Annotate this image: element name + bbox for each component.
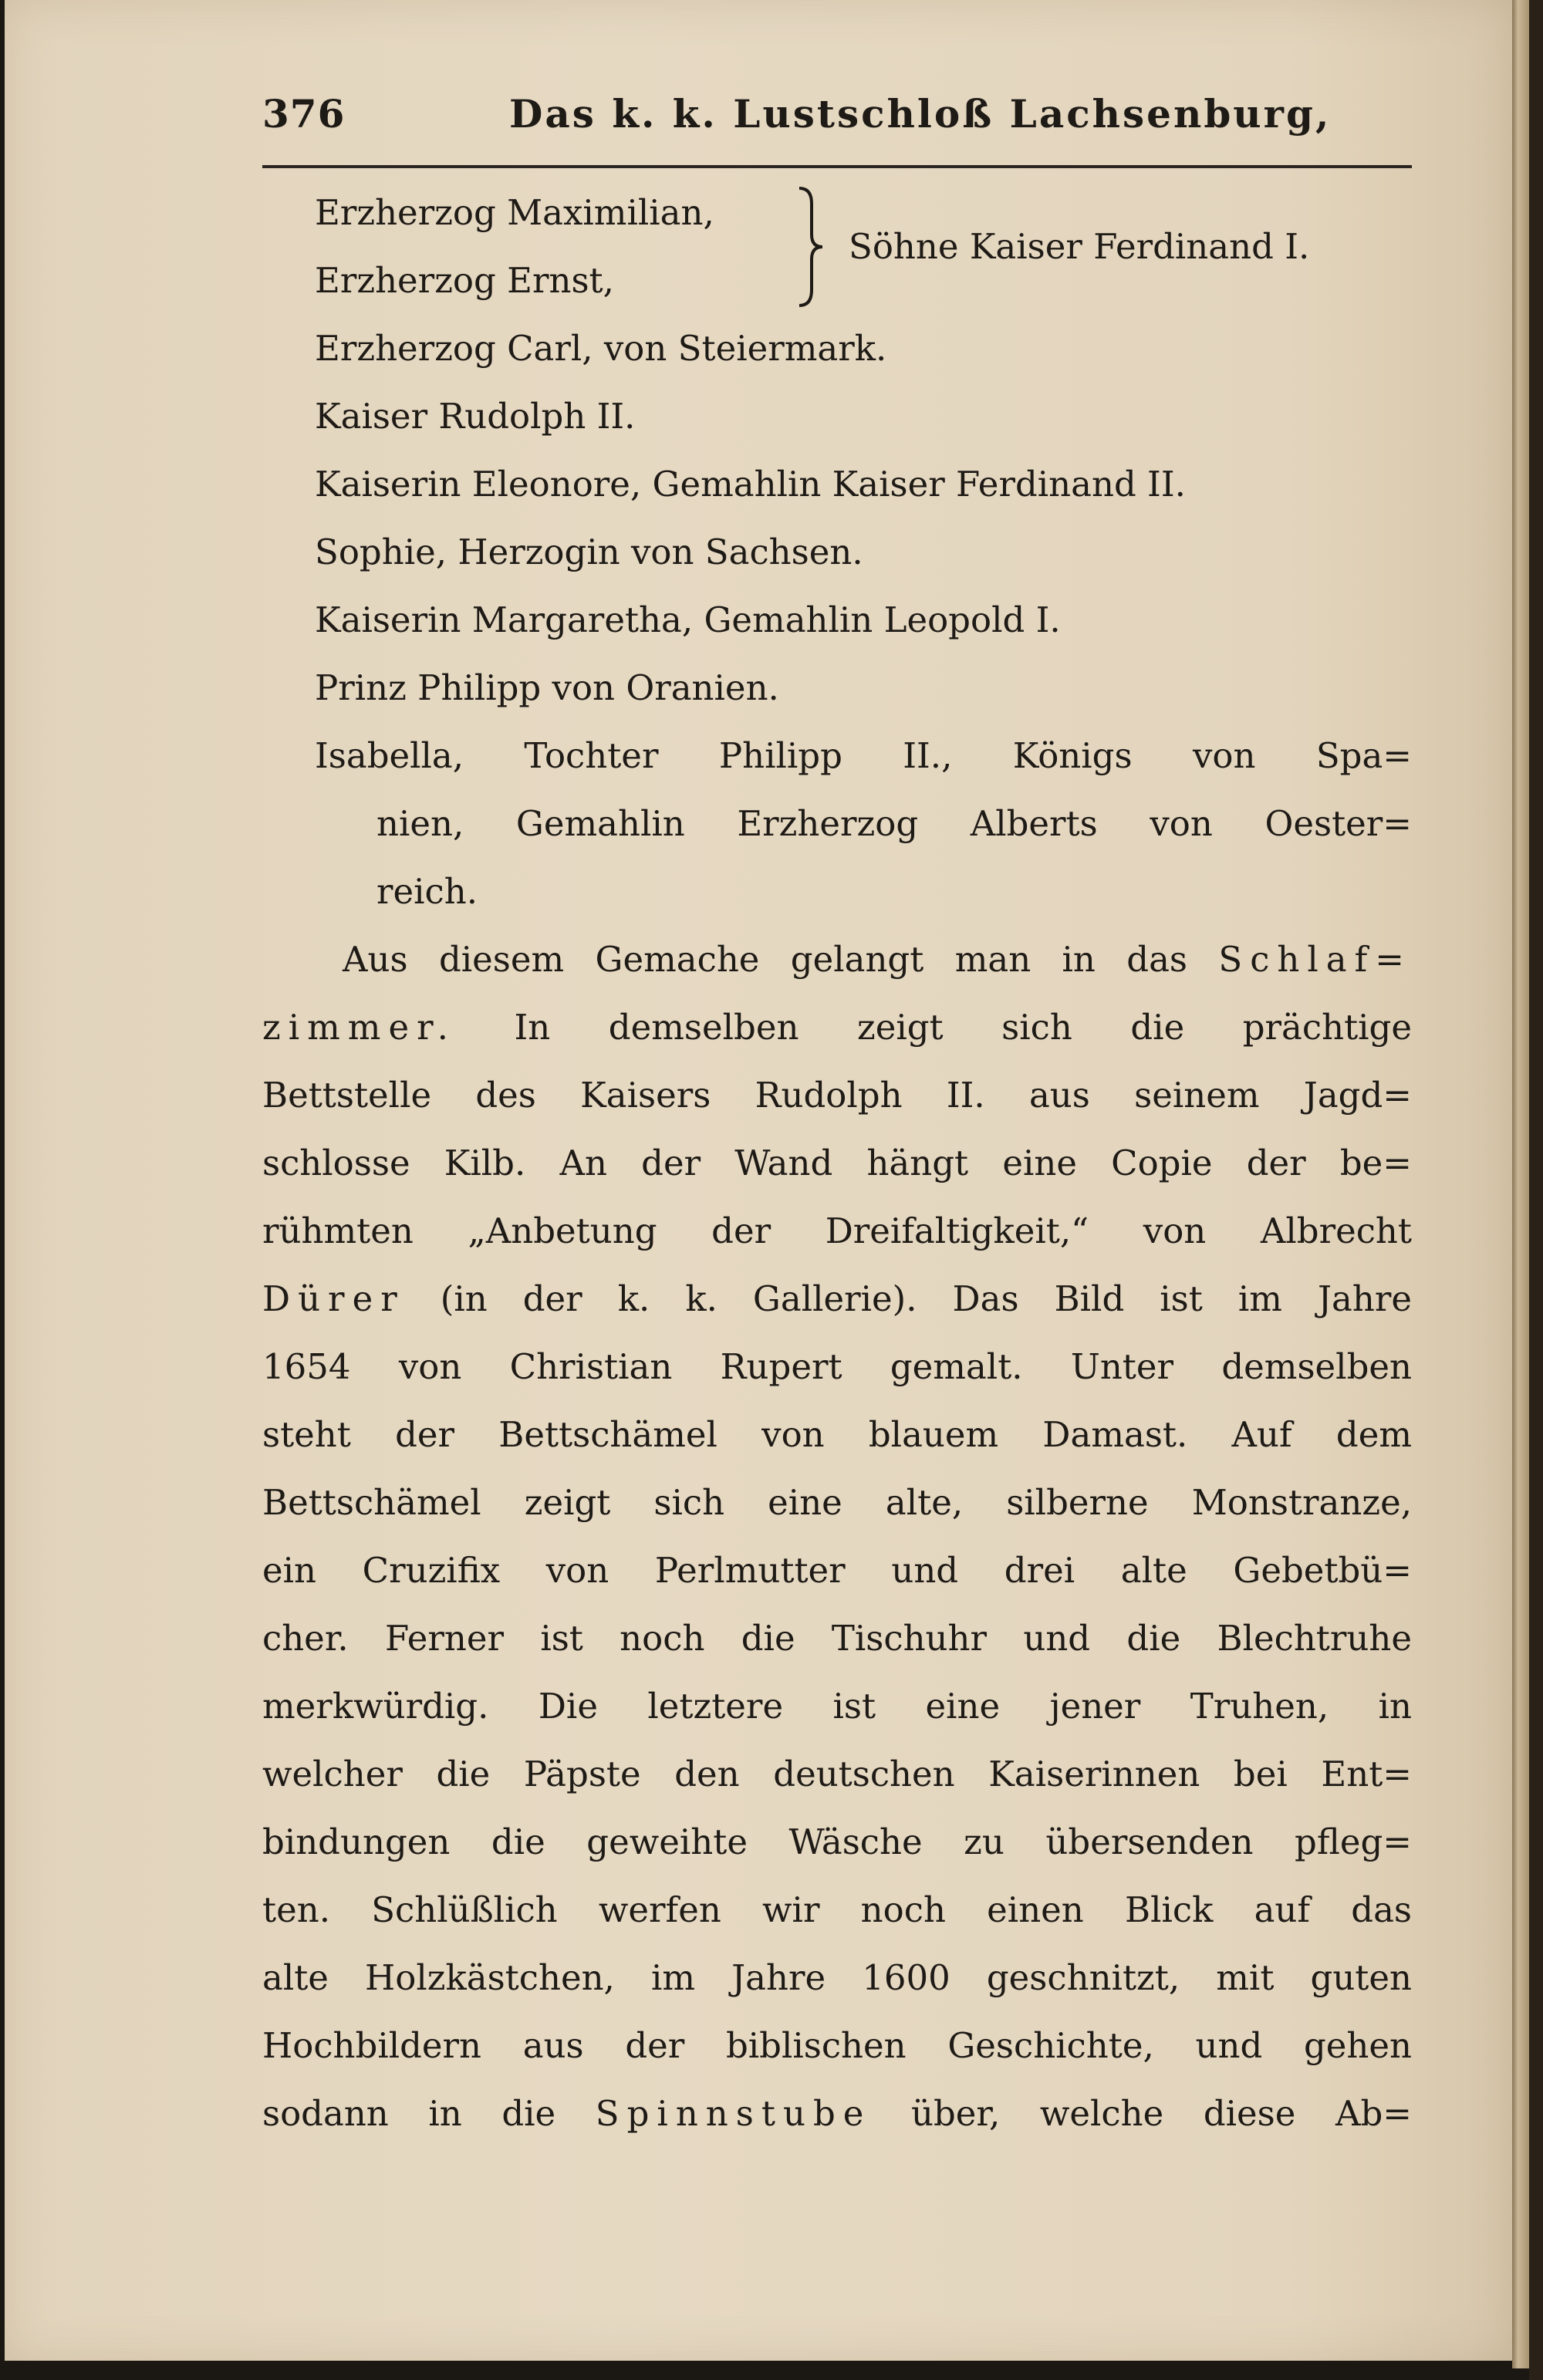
brace-names <box>315 179 809 315</box>
paragraph-line: schlosse Kilb. An der Wand hängt eine Copie der be= <box>262 1143 1412 1183</box>
list-item: Erzherzog Maximilian, <box>315 192 714 233</box>
paragraph-line: merkwürdig. Die letztere ist eine jener Truhen, in <box>262 1686 1412 1727</box>
spaced-term: Dürer <box>262 1278 405 1319</box>
list-item: Prinz Philipp von Oranien. <box>315 667 779 708</box>
spaced-term: Spinnstube <box>595 2093 872 2134</box>
page-text <box>262 179 1412 2148</box>
brace-label: Söhne Kaiser Ferdinand I. <box>849 226 1310 267</box>
paragraph-line: alte Holzkästchen, im Jahre 1600 geschnitzt, mit guten <box>262 1957 1412 1998</box>
page-header <box>262 91 1412 153</box>
cover-edge <box>1529 0 1543 2380</box>
paragraph-line: welcher die Päpste den deutschen Kaiserinnen bei Ent= <box>262 1754 1412 1794</box>
list-item: Erzherzog Carl, von Steiermark. <box>315 328 887 369</box>
page-edge <box>1512 0 1529 2368</box>
text-span: über, welche diese Ab= <box>911 2093 1412 2134</box>
list-item: Isabella, Tochter Philipp II., Königs von Spa= <box>315 735 1412 776</box>
paragraph-line: Hochbildern aus der biblischen Geschichte, und gehen <box>262 2025 1412 2066</box>
text-span: Aus diesem Gemache gelangt man in das <box>343 939 1188 980</box>
paragraph-line: steht der Bettschämel von blauem Damast. Auf dem <box>262 1414 1412 1455</box>
page-number: 376 <box>262 91 346 137</box>
list-item: Kaiserin Margaretha, Gemahlin Leopold I. <box>315 599 1061 640</box>
brace-group <box>262 179 1412 315</box>
list-item-continuation: reich. <box>376 871 478 912</box>
running-head: Das k. k. Lustschloß Lachsenburg, <box>509 91 1332 137</box>
spaced-term: Schlaf= <box>1218 939 1412 980</box>
paragraph-line <box>262 926 1412 994</box>
list-item: Erzherzog Ernst, <box>315 260 614 301</box>
paragraph-line: Bettschämel zeigt sich eine alte, silberne Monstranze, <box>262 1482 1412 1523</box>
paragraph-line <box>262 1265 1412 1333</box>
paragraph-line: Bettstelle des Kaisers Rudolph II. aus seinem Jagd= <box>262 1075 1412 1116</box>
list-item: Sophie, Herzogin von Sachsen. <box>315 532 863 572</box>
text-span: (in der k. k. Gallerie). Das Bild ist im Jahre <box>440 1278 1412 1319</box>
paragraph-line <box>262 2080 1412 2148</box>
paragraph-line: bindungen die geweihte Wäsche zu übersenden pfleg= <box>262 1821 1412 1862</box>
text-span: In demselben zeigt sich die prächtige <box>514 1007 1412 1048</box>
paragraph-line: 1654 von Christian Rupert gemalt. Unter demselben <box>262 1346 1412 1387</box>
spaced-term: zimmer. <box>262 1007 456 1048</box>
paragraph-line: rühmten „Anbetung der Dreifaltigkeit,“ von Albrecht <box>262 1210 1412 1251</box>
list-item-continuation: nien, Gemahlin Erzherzog Alberts von Oester= <box>376 803 1412 844</box>
paragraph-line: cher. Ferner ist noch die Tischuhr und die Blechtruhe <box>262 1618 1412 1659</box>
paragraph-line <box>262 994 1412 1062</box>
text-span: sodann in die <box>262 2093 556 2134</box>
curly-brace-icon <box>795 185 826 309</box>
paragraph-line: ein Cruzifix von Perlmutter und drei alte Gebetbü= <box>262 1550 1412 1591</box>
list-item: Kaiser Rudolph II. <box>315 396 636 437</box>
list-item: Kaiserin Eleonore, Gemahlin Kaiser Ferdinand II. <box>315 464 1186 505</box>
paragraph-line: ten. Schlüßlich werfen wir noch einen Blick auf das <box>262 1889 1412 1930</box>
header-rule <box>262 165 1412 168</box>
